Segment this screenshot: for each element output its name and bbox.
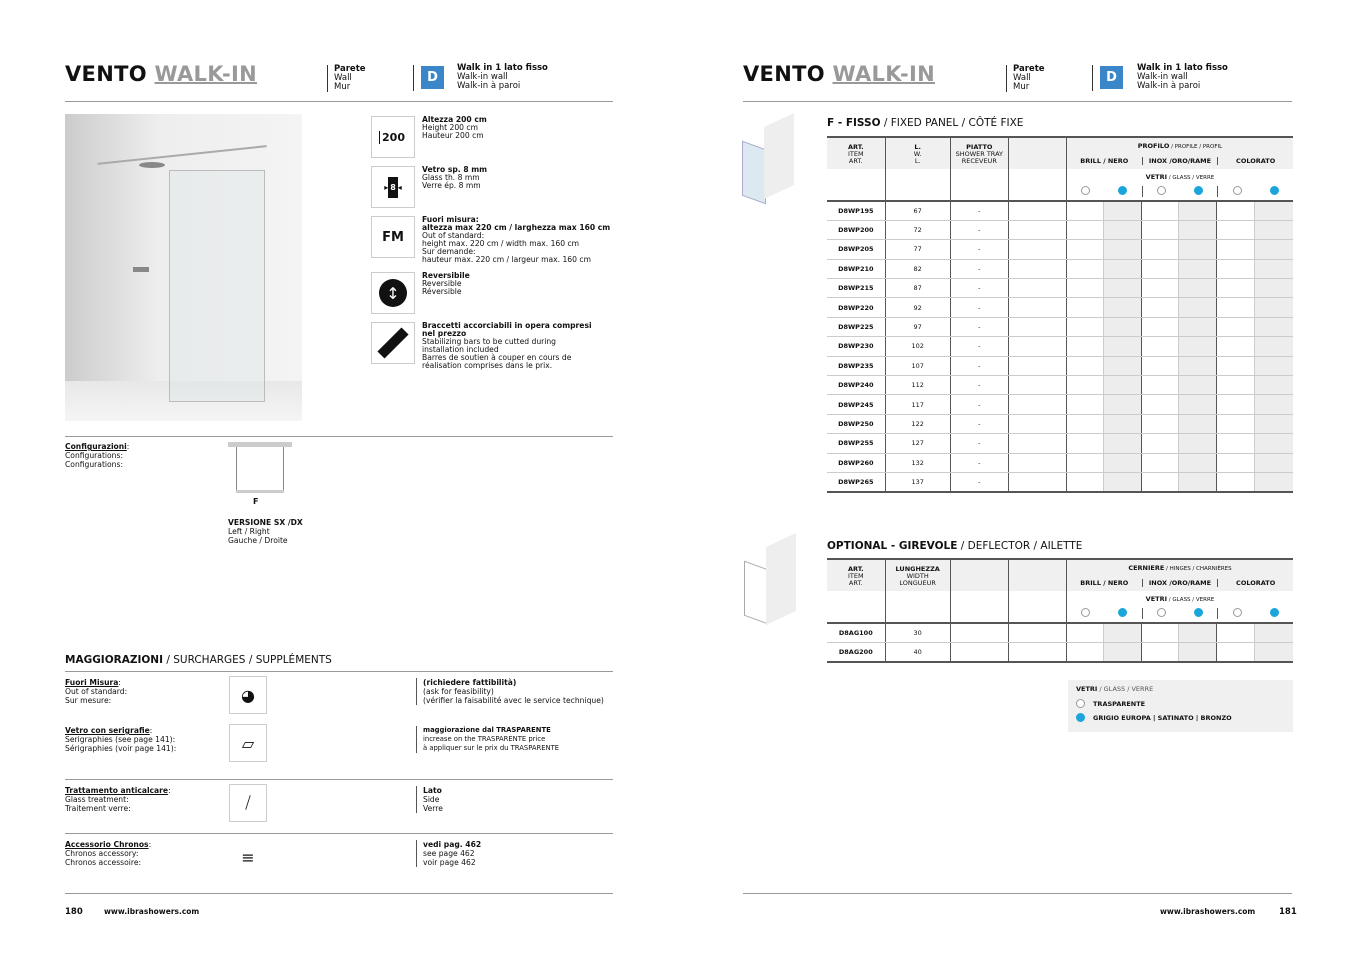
price-cell	[1179, 434, 1217, 453]
price-cell	[1217, 259, 1255, 278]
table-cell: -	[950, 279, 1008, 298]
tinted-glass-option-icon	[1270, 608, 1279, 617]
price-cell	[1066, 220, 1103, 239]
table-cell: 112	[885, 376, 950, 395]
glass-header: VETRI / GLASS / VERRE	[1066, 169, 1293, 201]
table-cell: D8WP260	[827, 453, 885, 472]
table-cell: D8WP225	[827, 317, 885, 336]
table-cell: 117	[885, 395, 950, 414]
table-cell	[950, 623, 1008, 642]
price-cell	[1142, 414, 1179, 433]
price-cell	[1179, 453, 1217, 472]
table-row	[827, 201, 1293, 220]
table-cell: 107	[885, 356, 950, 375]
table-cell: -	[950, 376, 1008, 395]
price-cell	[1142, 201, 1179, 220]
table-cell: 97	[885, 317, 950, 336]
fm-icon: FM	[371, 216, 415, 258]
price-cell	[1255, 317, 1293, 336]
price-cell	[1217, 220, 1255, 239]
price-cell	[1255, 642, 1293, 661]
price-cell	[1179, 240, 1217, 259]
table-cell: D8WP255	[827, 434, 885, 453]
price-cell	[1255, 414, 1293, 433]
price-cell	[1066, 453, 1103, 472]
table-cell: 87	[885, 279, 950, 298]
price-cell	[1066, 317, 1103, 336]
feature-item: Braccetti accorciabili in opera compresi nel prezzo Stabilizing bars to be cutted during installation included Barres de soutien à couper en cours de réalisation comprises dans le prix.	[371, 322, 610, 370]
table-cell: -	[950, 298, 1008, 317]
type-label: Walk in 1 lato fisso Walk-in wall Walk-in à paroi	[457, 63, 548, 91]
table-cell: 137	[885, 472, 950, 491]
price-cell	[1255, 220, 1293, 239]
table-cell: 132	[885, 453, 950, 472]
price-cell	[1142, 298, 1179, 317]
price-cell	[1104, 472, 1142, 491]
price-cell	[1142, 642, 1179, 661]
price-cell	[1179, 298, 1217, 317]
table-row	[827, 337, 1293, 356]
price-cell	[1066, 279, 1103, 298]
tinted-glass-option-icon	[1118, 608, 1127, 617]
table-cell: 102	[885, 337, 950, 356]
price-cell	[1255, 376, 1293, 395]
price-cell	[1066, 298, 1103, 317]
page-number-left: 180	[65, 907, 83, 917]
clear-glass-option-icon	[1157, 186, 1166, 195]
table-cell: D8WP240	[827, 376, 885, 395]
price-cell	[1104, 259, 1142, 278]
table-cell: D8WP200	[827, 220, 885, 239]
table-cell: D8WP205	[827, 240, 885, 259]
price-cell	[1255, 259, 1293, 278]
column-header: ART. ITEM ART.	[827, 137, 885, 201]
table-row	[827, 220, 1293, 239]
table-cell: -	[950, 472, 1008, 491]
surcharge-label: Fuori Misura: Out of standard: Sur mesure:	[65, 678, 128, 705]
price-cell	[1142, 472, 1179, 491]
price-cell	[1142, 240, 1179, 259]
optional-title: OPTIONAL - GIREVOLE / DEFLECTOR / AILETTE	[827, 540, 1083, 552]
saw-icon	[371, 322, 415, 364]
price-cell	[1142, 453, 1179, 472]
table-cell: -	[950, 414, 1008, 433]
price-cell	[1142, 356, 1179, 375]
price-cell	[1217, 356, 1255, 375]
page-number-right: 181	[1279, 907, 1297, 917]
price-cell	[1217, 201, 1255, 220]
height-icon: 200	[371, 116, 415, 158]
type-badge: D	[421, 66, 444, 89]
table-cell: D8WP220	[827, 298, 885, 317]
table-row	[827, 240, 1293, 259]
price-cell	[1179, 337, 1217, 356]
price-cell	[1217, 453, 1255, 472]
price-cell	[1066, 240, 1103, 259]
price-cell	[1179, 317, 1217, 336]
table-cell: -	[950, 395, 1008, 414]
price-cell	[1104, 623, 1142, 642]
price-cell	[1142, 279, 1179, 298]
deflector-diagram	[740, 540, 796, 628]
price-cell	[1104, 414, 1142, 433]
table-cell: -	[950, 337, 1008, 356]
price-cell	[1179, 259, 1217, 278]
table-row	[827, 376, 1293, 395]
surcharge-note: maggiorazione dal TRASPARENTE increase on the TRASPARENTE price à appliquer sur le prix du TRASPARENTE	[416, 726, 559, 753]
page-title-right: VENTO WALK-IN	[743, 62, 935, 86]
price-cell	[1142, 317, 1179, 336]
configuration-letter: F	[253, 497, 259, 506]
surcharge-note: (richiedere fattibilità) (ask for feasibility) (vérifier la faisabilité avec le service technique)	[416, 678, 604, 705]
table-row	[827, 453, 1293, 472]
price-cell	[1142, 623, 1179, 642]
price-cell	[1104, 395, 1142, 414]
glass-thickness-icon: ▸ 8 ◂	[371, 166, 415, 208]
price-cell	[1217, 337, 1255, 356]
price-cell	[1179, 376, 1217, 395]
feature-item: FM Fuori misura: altezza max 220 cm / larghezza max 160 cm Out of standard: height max. 220 cm / width max. 160 cm Sur demande: hauteur max. 220 cm / largeur max. 160 cm	[371, 216, 610, 264]
configuration-diagram	[228, 442, 292, 494]
table-cell: -	[950, 201, 1008, 220]
price-cell	[1217, 472, 1255, 491]
price-cell	[1142, 259, 1179, 278]
price-cell	[1066, 201, 1103, 220]
table-cell: 77	[885, 240, 950, 259]
price-cell	[1142, 376, 1179, 395]
price-cell	[1104, 453, 1142, 472]
price-cell	[1255, 240, 1293, 259]
tinted-glass-icon	[1076, 713, 1085, 722]
price-cell	[1142, 220, 1179, 239]
table-row	[827, 434, 1293, 453]
price-cell	[1142, 337, 1179, 356]
anti-limescale-icon: ⧸	[229, 784, 267, 822]
price-cell	[1066, 414, 1103, 433]
table-cell: -	[950, 356, 1008, 375]
table-cell: 122	[885, 414, 950, 433]
price-cell	[1179, 414, 1217, 433]
column-header: PIATTO SHOWER TRAY RECEVEUR	[950, 137, 1008, 201]
wall-label-right: Parete Wall Mur	[1006, 65, 1045, 92]
surcharge-note: Lato Side Verre	[416, 786, 443, 813]
price-cell	[1217, 395, 1255, 414]
table-row	[827, 259, 1293, 278]
table-cell: 92	[885, 298, 950, 317]
price-cell	[1179, 623, 1217, 642]
clear-glass-option-icon	[1233, 608, 1242, 617]
table-row	[827, 472, 1293, 491]
price-cell	[1066, 376, 1103, 395]
feature-item: ▸ 8 ◂ Vetro sp. 8 mm Glass th. 8 mm Verre ép. 8 mm	[371, 166, 610, 208]
surcharges-title: MAGGIORAZIONI / SURCHARGES / SUPPLÉMENTS	[65, 654, 332, 666]
table-cell: -	[950, 317, 1008, 336]
product-photo	[65, 114, 302, 421]
price-cell	[1066, 623, 1103, 642]
table-cell: -	[950, 220, 1008, 239]
tinted-glass-option-icon	[1194, 608, 1203, 617]
type-badge-right: D	[1100, 66, 1123, 89]
wall-label: Parete Wall Mur	[327, 65, 366, 92]
glass-legend: VETRI / GLASS / VERRE TRASPARENTE GRIGIO EUROPA | SATINATO | BRONZO	[1068, 680, 1293, 732]
price-cell	[1217, 298, 1255, 317]
price-cell	[1255, 395, 1293, 414]
clear-glass-option-icon	[1233, 186, 1242, 195]
table-cell: D8WP245	[827, 395, 885, 414]
price-cell	[1255, 356, 1293, 375]
price-cell	[1217, 623, 1255, 642]
surcharge-label: Trattamento anticalcare: Glass treatment: Traitement verre:	[65, 786, 171, 813]
clear-glass-option-icon	[1081, 608, 1090, 617]
price-cell	[1217, 376, 1255, 395]
table-cell: 67	[885, 201, 950, 220]
price-cell	[1255, 434, 1293, 453]
table-cell: D8WP215	[827, 279, 885, 298]
column-header: ART. ITEM ART.	[827, 559, 885, 623]
price-cell	[1179, 356, 1217, 375]
price-cell	[1104, 201, 1142, 220]
price-cell	[1066, 337, 1103, 356]
surcharge-label: Vetro con serigrafie: Serigraphies (see page 141): Sérigraphies (voir page 141):	[65, 726, 177, 753]
optional-group-header: CERNIERE / HINGES / CHARNIÈRES BRILL / NERO INOX /ORO/RAME COLORATO	[1066, 559, 1293, 591]
feature-item: ↕ Reversibile Reversible Réversible	[371, 272, 610, 314]
column-header: LUNGHEZZA WIDTH LONGUEUR	[885, 559, 950, 623]
table-cell: -	[950, 259, 1008, 278]
price-cell	[1104, 317, 1142, 336]
column-header: L. W. L.	[885, 137, 950, 201]
surcharge-label: Accessorio Chronos: Chronos accessory: Chronos accessoire:	[65, 840, 152, 867]
type-label-right: Walk in 1 lato fisso Walk-in wall Walk-in à paroi	[1137, 63, 1228, 91]
table-row	[827, 298, 1293, 317]
price-cell	[1255, 201, 1293, 220]
table-row	[827, 623, 1293, 642]
price-cell	[1179, 220, 1217, 239]
table-cell: 82	[885, 259, 950, 278]
table-cell: D8AG200	[827, 642, 885, 661]
table-cell: D8WP265	[827, 472, 885, 491]
price-cell	[1104, 642, 1142, 661]
price-cell	[1104, 279, 1142, 298]
price-cell	[1066, 434, 1103, 453]
version-label: VERSIONE SX /DX Left / Right Gauche / Droite	[228, 518, 303, 545]
table-cell: D8WP195	[827, 201, 885, 220]
clear-glass-icon	[1076, 699, 1085, 708]
table-cell: 30	[885, 623, 950, 642]
tape-measure-icon: ◕	[229, 676, 267, 714]
fixed-group-header: PROFILO / PROFILE / PROFIL BRILL / NERO INOX /ORO/RAME COLORATO	[1066, 137, 1293, 169]
price-cell	[1142, 395, 1179, 414]
table-row	[827, 642, 1293, 661]
price-cell	[1217, 642, 1255, 661]
column-header	[950, 559, 1008, 623]
table-cell: D8WP235	[827, 356, 885, 375]
price-cell	[1255, 453, 1293, 472]
page-title-left: VENTO WALK-IN	[65, 62, 257, 86]
price-cell	[1104, 434, 1142, 453]
price-cell	[1104, 220, 1142, 239]
tinted-glass-option-icon	[1270, 186, 1279, 195]
price-cell	[1066, 356, 1103, 375]
price-cell	[1104, 298, 1142, 317]
website-link-right[interactable]: www.ibrashowers.com	[1160, 907, 1256, 916]
price-cell	[1217, 414, 1255, 433]
price-cell	[1217, 434, 1255, 453]
website-link-left[interactable]: www.ibrashowers.com	[104, 907, 200, 916]
price-cell	[1104, 356, 1142, 375]
fixed-panel-diagram	[742, 120, 794, 200]
clear-glass-option-icon	[1081, 186, 1090, 195]
table-cell	[950, 642, 1008, 661]
optional-table	[827, 558, 1293, 663]
price-cell	[1217, 240, 1255, 259]
table-cell: -	[950, 240, 1008, 259]
configurations-label: Configurazioni: Configurations: Configurations:	[65, 442, 130, 469]
price-cell	[1255, 337, 1293, 356]
table-row	[827, 356, 1293, 375]
table-row	[827, 414, 1293, 433]
price-cell	[1217, 317, 1255, 336]
reversible-icon: ↕	[371, 272, 415, 314]
price-cell	[1104, 240, 1142, 259]
chronos-bars-icon: ≡	[241, 847, 255, 867]
price-cell	[1179, 395, 1217, 414]
table-row	[827, 279, 1293, 298]
price-cell	[1104, 337, 1142, 356]
price-cell	[1255, 298, 1293, 317]
tinted-glass-option-icon	[1118, 186, 1127, 195]
price-cell	[1066, 395, 1103, 414]
price-cell	[1066, 642, 1103, 661]
table-cell: 72	[885, 220, 950, 239]
tinted-glass-option-icon	[1194, 186, 1203, 195]
table-cell: D8WP250	[827, 414, 885, 433]
table-cell: 40	[885, 642, 950, 661]
table-cell: D8AG100	[827, 623, 885, 642]
price-cell	[1255, 472, 1293, 491]
table-row	[827, 317, 1293, 336]
price-cell	[1179, 279, 1217, 298]
price-cell	[1255, 279, 1293, 298]
table-cell: D8WP230	[827, 337, 885, 356]
price-cell	[1104, 376, 1142, 395]
table-cell: -	[950, 453, 1008, 472]
table-row	[827, 395, 1293, 414]
feature-item: 200 Altezza 200 cm Height 200 cm Hauteur 200 cm	[371, 116, 610, 158]
price-cell	[1179, 201, 1217, 220]
price-cell	[1217, 279, 1255, 298]
price-cell	[1255, 623, 1293, 642]
fixed-title: F - FISSO / FIXED PANEL / CÔTÉ FIXE	[827, 117, 1024, 129]
surcharge-note: vedi pag. 462 see page 462 voir page 462	[416, 840, 481, 867]
fixed-table	[827, 136, 1293, 493]
table-cell: D8WP210	[827, 259, 885, 278]
clear-glass-option-icon	[1157, 608, 1166, 617]
price-cell	[1142, 434, 1179, 453]
table-cell: -	[950, 434, 1008, 453]
table-cell: 127	[885, 434, 950, 453]
glass-header: VETRI / GLASS / VERRE	[1066, 591, 1293, 623]
price-cell	[1179, 472, 1217, 491]
price-cell	[1066, 259, 1103, 278]
price-cell	[1179, 642, 1217, 661]
price-cell	[1066, 472, 1103, 491]
serigraphy-glass-icon: ▱	[229, 724, 267, 762]
